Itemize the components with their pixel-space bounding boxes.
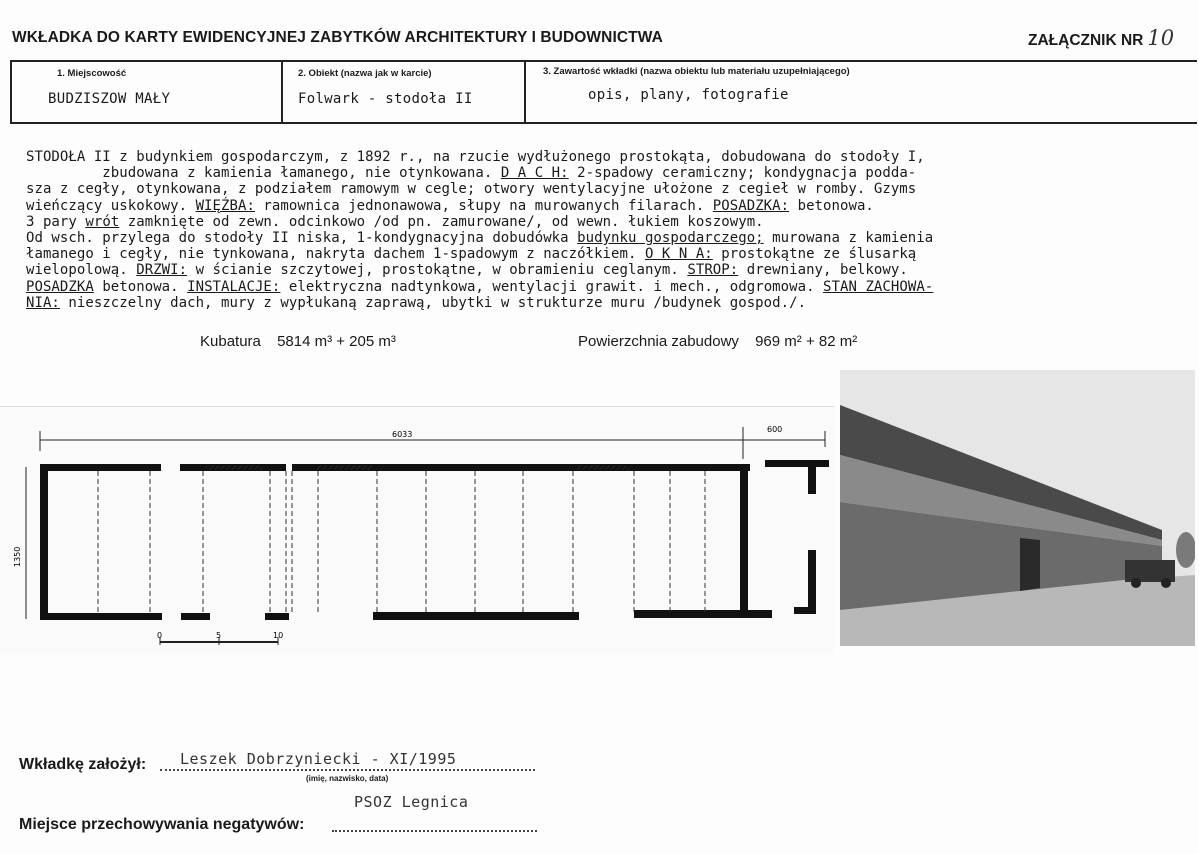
dimension-annex: 600 [767, 425, 783, 434]
form-divider-2 [524, 60, 526, 124]
content-value: opis, plany, fotografie [588, 87, 789, 103]
document-title: WKŁADKA DO KARTY EWIDENCYJNEJ ZABYTKÓW ARCHITEKTURY I BUDOWNICTWA [12, 29, 663, 46]
scale-label-0: 0 [157, 631, 163, 640]
attachment-number-label [1028, 26, 1174, 50]
form-left-border [10, 60, 12, 124]
negatives-dotted-line [332, 830, 537, 832]
area-value: 969 m² + 82 m² [755, 333, 858, 350]
attachment-label: ZAŁĄCZNIK NR [1028, 32, 1144, 49]
form-top-border [10, 60, 1197, 62]
area-label: Powierzchnia zabudowy [578, 333, 739, 350]
scale-label-5: 5 [216, 631, 222, 640]
volume-metric [200, 333, 396, 350]
author-value: Leszek Dobrzyniecki - XI/1995 [180, 750, 457, 768]
area-metric [578, 333, 857, 350]
volume-value: 5814 m³ + 205 m³ [277, 333, 396, 350]
dimension-width: 1350 [13, 546, 22, 567]
author-office: PSOZ Legnica [354, 793, 469, 811]
location-label: 1. Miejscowość [57, 68, 127, 79]
attachment-number: 10 [1147, 26, 1175, 50]
volume-label: Kubatura [200, 333, 261, 350]
floor-plan-drawing [0, 407, 834, 655]
content-label: 3. Zawartość wkładki (nazwa obiektu lub materiału uzupełniającego) [543, 66, 850, 77]
description-text: STODOŁA II z budynkiem gospodarczym, z 1892 r., na rzucie wydłużonego prostokąta, dobudowana do stodoły I, zbudowana z kamienia łamanego, nie otynkowana. D A C H: 2-spadowy ceramiczny; kondygnacja podda- sza z cegły, otynkowana, z podziałem ramowym w cegle; otwory wentylacyjne ułożone z cegieł w romby. Gzyms wieńczący uskokowy. WIĘŹBA: ramownica jednonawowa, słupy na murowanych filarach. POSADZKA: betonowa. 3 pary wrót zamknięte od zewn. odcinkowo /od pn. zamurowane/, od wewn. łukiem koszowym. Od wsch. przylega do stodoły II niska, 1-kondygnacyjna dobudówka budynku gospodarczego; murowana z kamienia łamanego i cegły, nie tynkowana, nakryta dachem 1-spadowym z naczółkiem. O K N A: prostokątne ze ślusarką wielopolową. DRZWI: w ścianie szczytowej, prostokątne, w obramieniu ceglanym. STROP: drewniany, belkowy. POSADZKA betonowa. INSTALACJE: elektryczna nadtynkowa, wentylacji grawit. i mech., odgromowa. STAN ZACHOWA- NIA: nieszczelny dach, mury z wypłukaną zaprawą, ubytki w strukturze muru /budynek gospod./. [26, 149, 934, 311]
form-bottom-border [10, 122, 1197, 124]
scale-label-10: 10 [273, 631, 284, 640]
author-dotted-line [160, 769, 535, 771]
author-hint: (imię, nazwisko, data) [306, 774, 389, 783]
floor-plan [0, 406, 834, 655]
negatives-label: Miejsce przechowywania negatywów: [19, 816, 305, 833]
dimension-length: 6033 [392, 430, 413, 439]
barn-photograph [840, 370, 1195, 646]
location-value: BUDZISZOW MAŁY [48, 91, 171, 107]
form-divider-1 [281, 60, 283, 124]
author-label: Wkładkę założył: [19, 756, 147, 773]
object-label: 2. Obiekt (nazwa jak w karcie) [298, 68, 432, 79]
object-value: Folwark - stodoła II [298, 91, 473, 107]
